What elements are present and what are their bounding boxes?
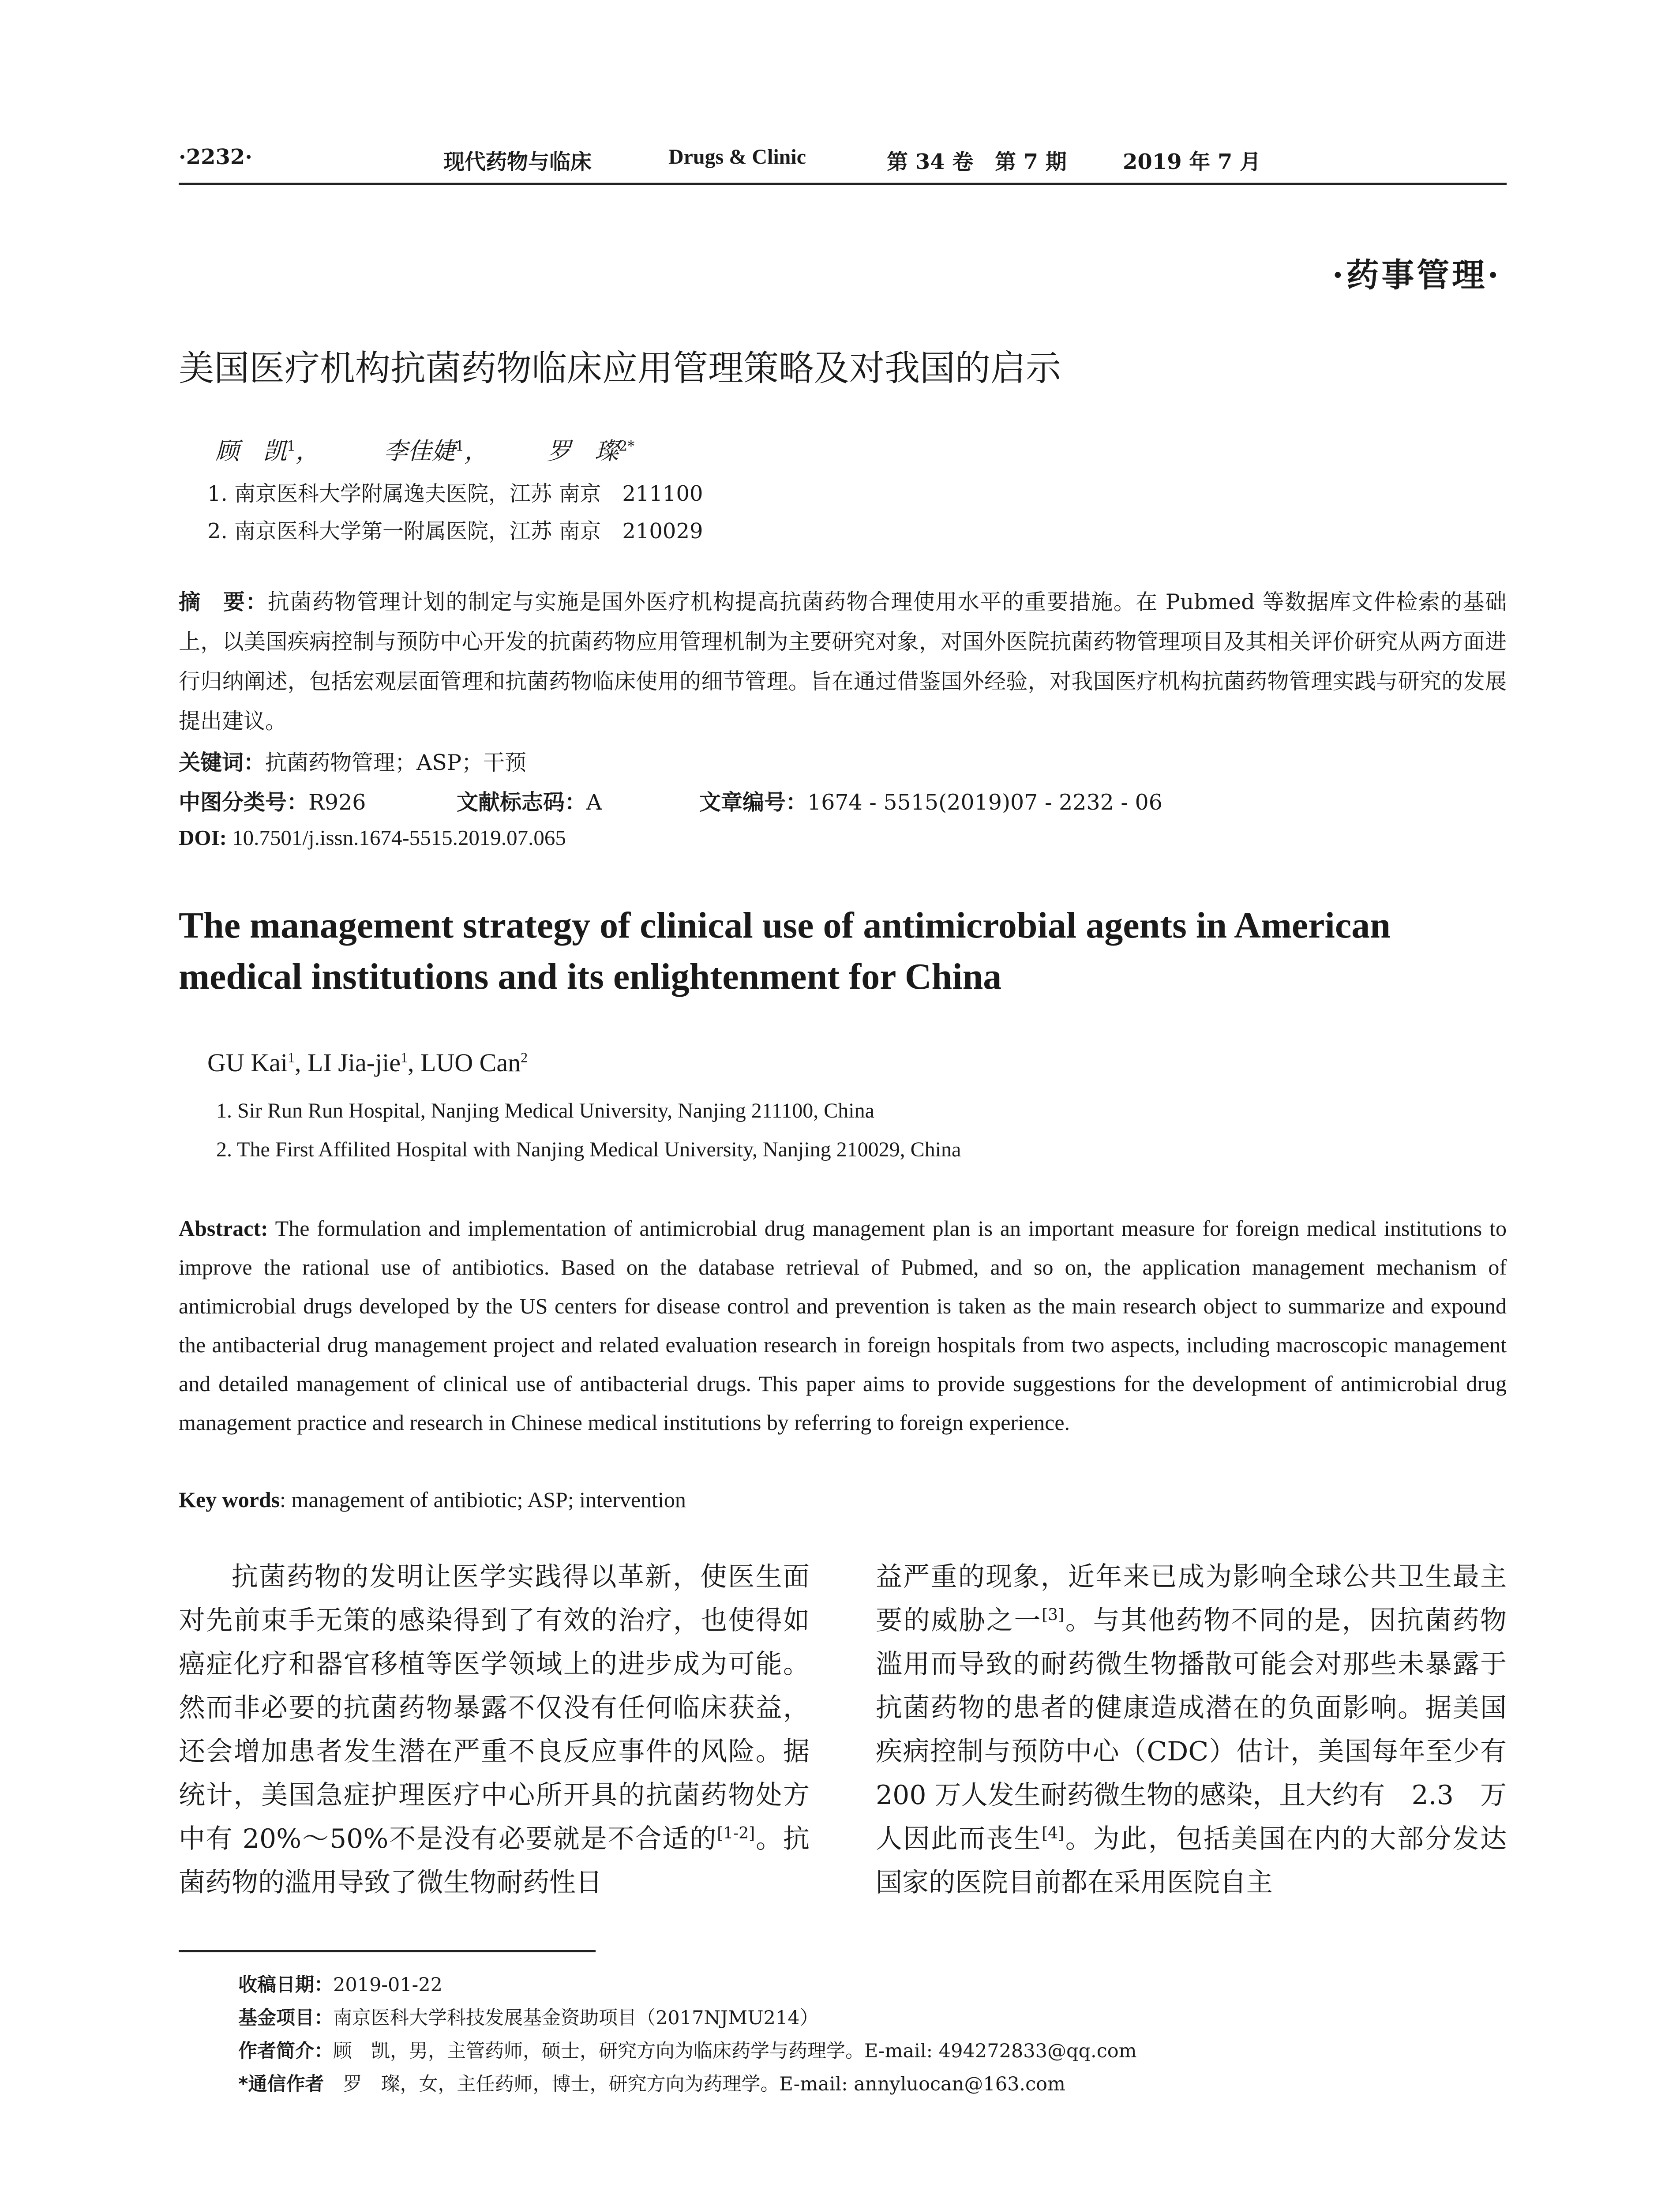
footnote-corresponding: *通信作者 罗 璨，女，主任药师，博士，研究方向为药理学。E-mail: annyluocan@163.com [238, 2073, 1065, 2095]
article-number: 文章编号：1674 - 5515(2019)07 - 2232 - 06 [699, 790, 1162, 815]
footnote-received: 收稿日期：2019-01-22 [238, 1974, 442, 1996]
zh-affiliation: 2. 南京医科大学第一附属医院，江苏 南京 210029 [207, 519, 703, 544]
footnote-fund: 基金项目：南京医科大学科技发展基金资助项目（2017NJMU214） [238, 2007, 819, 2029]
zh-author: 罗 璨$^{2*}$ [547, 437, 635, 465]
zh-keywords: 关键词：抗菌药物管理；ASP；干预 [179, 750, 526, 775]
doc-code: 文献标志码：A [457, 790, 602, 815]
footnote-author-bio: 作者简介：顾 凯，男，主管药师，硕士，研究方向为临床药学与药理学。E-mail: 494272833@qq.com [238, 2040, 1137, 2062]
body-column-right: 益严重的现象，近年来已成为影响全球公共卫生最主要的威胁之一[3]。与其他药物不同的是，因抗菌药物滥用而导致的耐药微生物播散可能会对那些未暴露于抗菌药物的患者的健康造成潜在的负面影响。据美国疾病控制与预防中心（CDC）估计，美国每年至少有 200 万人发生耐药微生物的感染，且大约有 2.3 万人因此而丧生[4]。为此，包括美国在内的大部分发达国家的医院目前都在采用医院自主 [876, 1561, 1507, 1898]
zh-author: 顾 凯$^1$， [215, 437, 320, 465]
citation: [1-2] [717, 1824, 755, 1842]
journal-name-cn: 现代药物与临床 [443, 150, 592, 174]
citation: [3] [1042, 1606, 1065, 1624]
body-column-left: 抗菌药物的发明让医学实践得以革新，使医生面对先前束手无策的感染得到了有效的治疗，也使得如癌症化疗和器官移植等医学领域上的进步成为可能。然而非必要的抗菌药物暴露不仅没有任何临床获益，还会增加患者发生潜在严重不良反应事件的风险。据统计，美国急症护理医疗中心所开具的抗菌药物处方中有 20%～50%不是没有必要就是不合适的[1-2]。抗菌药物的滥用导致了微生物耐药性日 [179, 1561, 810, 1898]
zh-author: 李佳婕$^1$， [384, 437, 488, 465]
classification-line: 中图分类号：R926 [179, 790, 366, 815]
en-abstract: Abstract: The formulation and implementation of antimicrobial drug management plan is an important measure for foreign medical institutions to improve the rational use of antibiotics. Based on the database retrieval of Pubmed, and so on, the application management mechanism of antimicrobial drugs developed by the US centers for disease control and prevention is taken as the main research object to summarize and expound the antibacterial drug management project and related evaluation research in foreign hospitals from two aspects, including macroscopic management and detailed management of clinical use of antibacterial drugs. This paper aims to provide suggestions for the development of antimicrobial drug management practice and research in Chinese medical institutions by referring to foreign experience. [179, 1216, 1507, 1435]
volume: 第 34 卷 [887, 150, 974, 174]
running-header [179, 140, 1507, 185]
en-author: GU Kai$^1$, LI Jia-jie$^1$, LUO Can$^2$ [207, 1048, 528, 1077]
journal-name-en: Drugs & Clinic [668, 145, 806, 169]
en-affiliation: 2. The First Affilited Hospital with Nanjing Medical University, Nanjing 210029, China [216, 1138, 961, 1161]
issue: 第 7 期 [995, 150, 1067, 174]
zh-abstract: 摘 要：抗菌药物管理计划的制定与实施是国外医疗机构提高抗菌药物合理使用水平的重要措施。在 Pubmed 等数据库文件检索的基础上，以美国疾病控制与预防中心开发的抗菌药物应用管理机制为主要研究对象，对国外医院抗菌药物管理项目及其相关评价研究从两方面进行归纳阐述，包括宏观层面管理和抗菌药物临床使用的细节管理。旨在通过借鉴国外经验，对我国医疗机构抗菌药物管理实践与研究的发展提出建议。 [179, 589, 1507, 734]
zh-affiliation: 1. 南京医科大学附属逸夫医院，江苏 南京 211100 [207, 481, 703, 506]
footnote-divider [179, 1950, 596, 1952]
en-affiliation: 1. Sir Run Run Hospital, Nanjing Medical University, Nanjing 211100, China [216, 1099, 874, 1122]
citation: [4] [1042, 1824, 1065, 1842]
doi: DOI: 10.7501/j.issn.1674-5515.2019.07.065 [179, 825, 566, 850]
en-keywords: Key words: management of antibiotic; ASP; intervention [179, 1487, 686, 1512]
issue-date: 2019 年 7 月 [1123, 150, 1261, 174]
page-number: ·2232· [179, 145, 253, 169]
english-title: The management strategy of clinical use of antimicrobial agents in American medical institutions and its enlightenment for China [179, 905, 1391, 997]
section-tag: ·药事管理· [1332, 256, 1501, 294]
chinese-title: 美国医疗机构抗菌药物临床应用管理策略及对我国的启示 [179, 348, 1061, 389]
